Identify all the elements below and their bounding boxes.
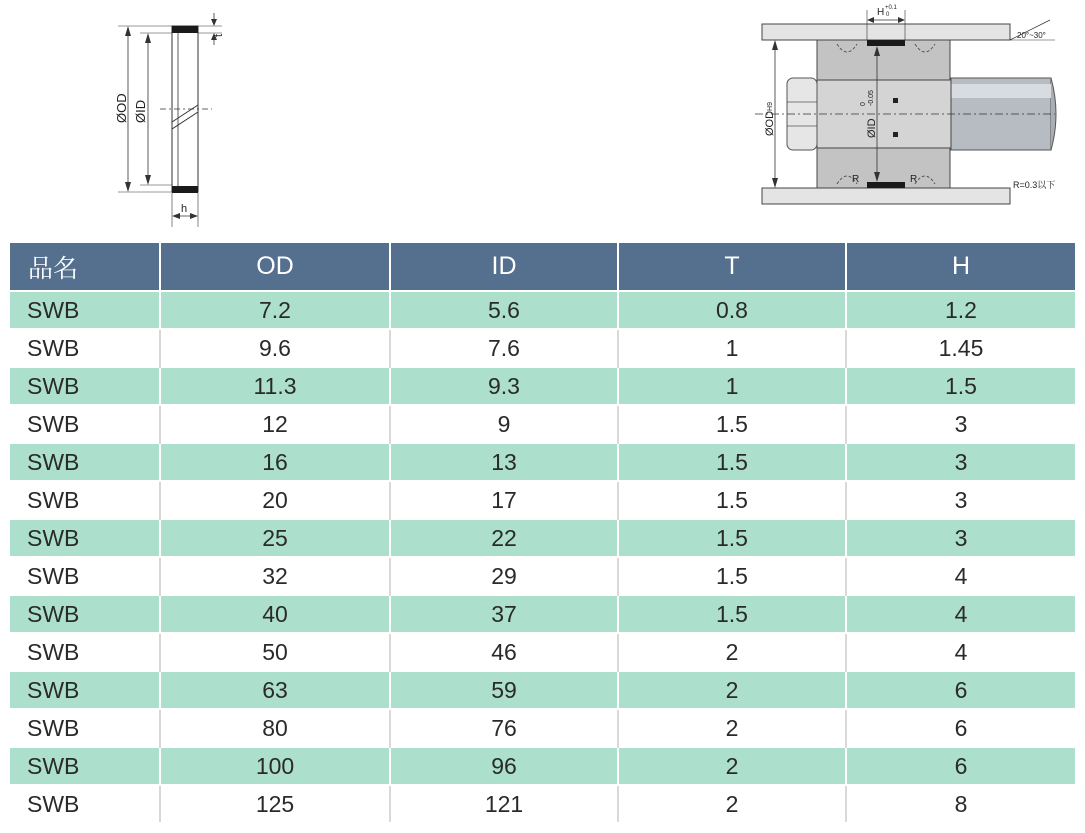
table-cell: SWB	[10, 595, 160, 633]
column-header: T	[618, 243, 846, 291]
installation-svg	[755, 0, 1085, 215]
table-cell: 11.3	[160, 367, 390, 405]
table-row	[10, 329, 1075, 367]
table-row	[10, 747, 1075, 785]
table-cell: 5.6	[390, 291, 618, 329]
table-cell: 50	[160, 633, 390, 671]
table-cell: 2	[618, 671, 846, 709]
column-header: ID	[390, 243, 618, 291]
table-cell: 9.3	[390, 367, 618, 405]
table-cell: 59	[390, 671, 618, 709]
installation-drawing	[755, 0, 1085, 215]
od-label-right: ØODH9	[764, 101, 776, 136]
table-cell: 80	[160, 709, 390, 747]
table-cell: SWB	[10, 405, 160, 443]
table-cell: 121	[390, 785, 618, 822]
table-row	[10, 367, 1075, 405]
table-cell: 22	[390, 519, 618, 557]
table-cell: 3	[846, 519, 1075, 557]
table-cell: 12	[160, 405, 390, 443]
table-cell: 1	[618, 329, 846, 367]
table-row	[10, 633, 1075, 671]
table-cell: 63	[160, 671, 390, 709]
table-row	[10, 405, 1075, 443]
table-cell: SWB	[10, 329, 160, 367]
header-row	[10, 243, 1075, 291]
table-cell: 7.2	[160, 291, 390, 329]
table-cell: 1.5	[618, 557, 846, 595]
table-cell: 32	[160, 557, 390, 595]
table-cell: SWB	[10, 481, 160, 519]
table-cell: 96	[390, 747, 618, 785]
ring-bottom-section	[172, 186, 198, 193]
table-cell: 6	[846, 747, 1075, 785]
backup-ring-bottom	[867, 182, 905, 188]
table-cell: SWB	[10, 557, 160, 595]
table-cell: 17	[390, 481, 618, 519]
table-row	[10, 481, 1075, 519]
table-cell: SWB	[10, 367, 160, 405]
table-row	[10, 671, 1075, 709]
backup-ring-drawing	[110, 5, 240, 235]
table-cell: 20	[160, 481, 390, 519]
table-cell: 1.45	[846, 329, 1075, 367]
table-cell: 1.5	[846, 367, 1075, 405]
table-cell: 2	[618, 747, 846, 785]
id-label-right: ØID	[866, 118, 878, 138]
table-cell: SWB	[10, 633, 160, 671]
table-cell: 25	[160, 519, 390, 557]
table-row	[10, 557, 1075, 595]
table-row	[10, 595, 1075, 633]
column-header: OD	[160, 243, 390, 291]
table-cell: 9.6	[160, 329, 390, 367]
table-cell: 1.5	[618, 405, 846, 443]
table-row	[10, 443, 1075, 481]
table-cell: 1	[618, 367, 846, 405]
table-cell: 1.5	[618, 519, 846, 557]
table-row	[10, 519, 1075, 557]
table-cell: 1.2	[846, 291, 1075, 329]
t-label: t	[213, 33, 225, 37]
r-label-right: R	[910, 174, 918, 185]
table-cell: 3	[846, 443, 1075, 481]
table-cell: 0.8	[618, 291, 846, 329]
od-label: ØOD	[114, 93, 129, 123]
table-cell: 6	[846, 671, 1075, 709]
table-cell: SWB	[10, 671, 160, 709]
table-cell: 8	[846, 785, 1075, 822]
table-cell: SWB	[10, 747, 160, 785]
column-header: H	[846, 243, 1075, 291]
table-cell: 6	[846, 709, 1075, 747]
table-cell: 9	[390, 405, 618, 443]
table-cell: 4	[846, 633, 1075, 671]
table-cell: 3	[846, 405, 1075, 443]
column-header: 品名	[10, 243, 160, 291]
table-cell: SWB	[10, 785, 160, 822]
h-label: h	[181, 203, 188, 215]
table-row	[10, 709, 1075, 747]
spec-table-body	[10, 291, 1075, 822]
table-cell: 7.6	[390, 329, 618, 367]
table-cell: 40	[160, 595, 390, 633]
table-cell: 2	[618, 633, 846, 671]
id-tolerance-upper: 0	[860, 102, 867, 106]
id-label: ØID	[133, 99, 148, 123]
table-cell: 4	[846, 595, 1075, 633]
table-cell: 1.5	[618, 481, 846, 519]
table-cell: SWB	[10, 291, 160, 329]
table-cell: 125	[160, 785, 390, 822]
radius-note: R=0.3以下	[1013, 180, 1056, 190]
table-cell: 76	[390, 709, 618, 747]
h-label-right: H	[877, 7, 885, 18]
backup-ring-top	[867, 40, 905, 46]
table-cell: 4	[846, 557, 1075, 595]
id-tolerance-lower: -0.05	[868, 90, 875, 106]
table-cell: 3	[846, 481, 1075, 519]
table-cell: SWB	[10, 443, 160, 481]
table-cell: 37	[390, 595, 618, 633]
table-cell: 1.5	[618, 443, 846, 481]
table-cell: 100	[160, 747, 390, 785]
table-cell: 2	[618, 785, 846, 822]
ring-top-section	[172, 26, 198, 33]
r-label-left: R	[852, 174, 860, 185]
table-cell: 1.5	[618, 595, 846, 633]
h-tolerance-upper: +0.1	[885, 5, 897, 11]
table-cell: SWB	[10, 709, 160, 747]
table-cell: 29	[390, 557, 618, 595]
h-tolerance-lower: 0	[886, 12, 890, 18]
table-cell: SWB	[10, 519, 160, 557]
spec-table-header	[10, 243, 1075, 291]
backup-ring-svg	[110, 5, 240, 235]
angle-label: 20°~30°	[1017, 31, 1046, 40]
table-cell: 46	[390, 633, 618, 671]
spec-table	[10, 243, 1075, 822]
table-row	[10, 291, 1075, 329]
table-cell: 13	[390, 443, 618, 481]
table-cell: 2	[618, 709, 846, 747]
table-row	[10, 785, 1075, 822]
table-cell: 16	[160, 443, 390, 481]
